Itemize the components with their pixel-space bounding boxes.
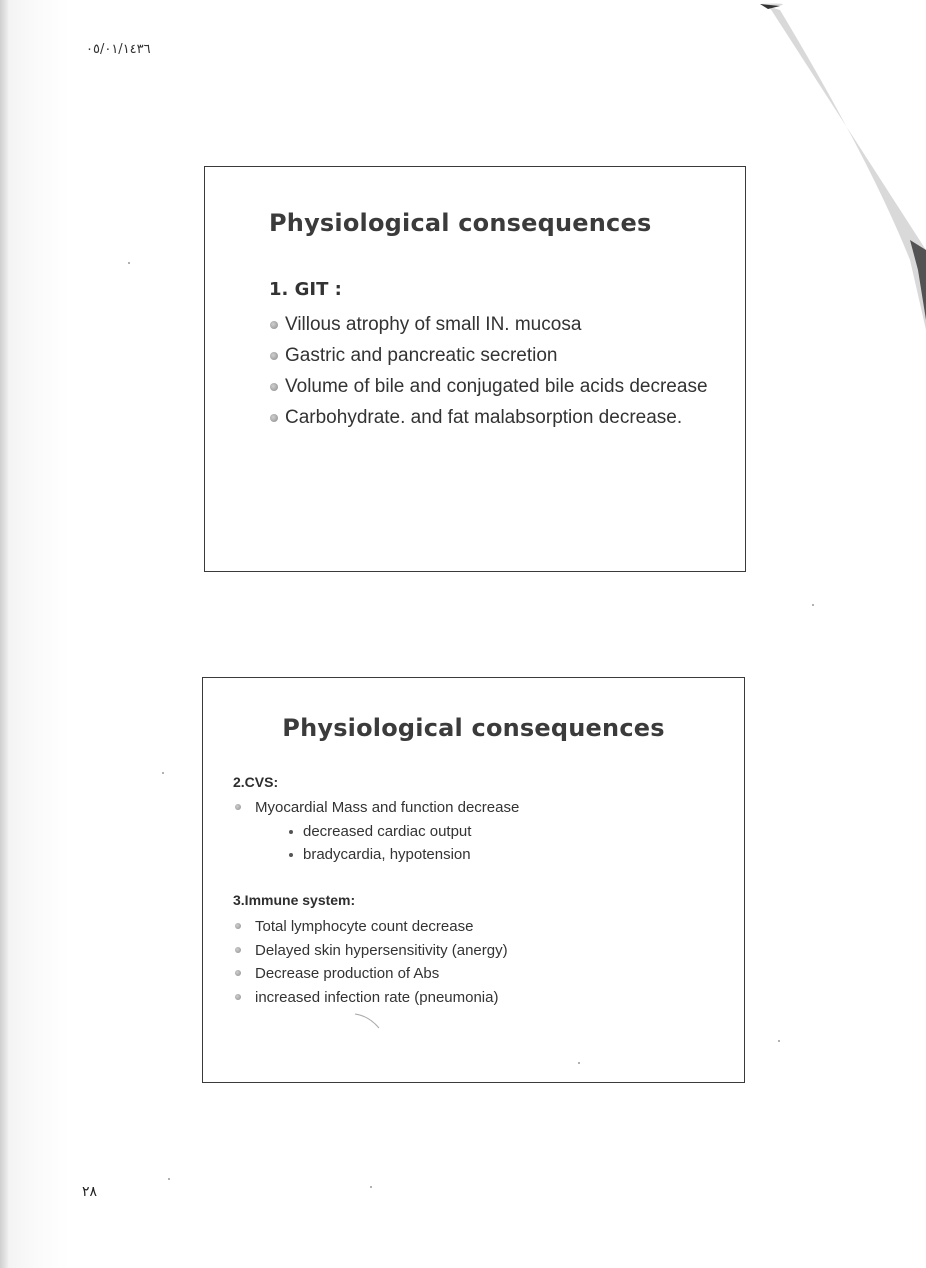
cvs-bullet-list bbox=[233, 796, 713, 867]
list-item: Decrease production of Abs bbox=[233, 962, 713, 986]
immune-bullet-list bbox=[233, 915, 713, 1009]
bullet-icon bbox=[270, 414, 278, 422]
bullet-icon bbox=[270, 321, 278, 329]
list-item: Gastric and pancreatic secretion bbox=[269, 343, 729, 369]
slide-cvs-immune bbox=[202, 677, 745, 1083]
folded-corner-shadow bbox=[760, 0, 926, 330]
bullet-icon bbox=[235, 994, 241, 1000]
slide-git bbox=[204, 166, 746, 572]
sub-bullet-icon bbox=[289, 830, 293, 834]
list-item: Total lymphocyte count decrease bbox=[233, 915, 713, 939]
page-number: ٢٨ bbox=[82, 1184, 98, 1200]
scan-speck bbox=[778, 1040, 780, 1042]
date-stamp: ٠٥/٠١/١٤٣٦ bbox=[86, 42, 151, 57]
bullet-icon bbox=[270, 352, 278, 360]
page-edge-shadow bbox=[0, 0, 8, 1268]
bullet-icon bbox=[235, 970, 241, 976]
bullet-icon bbox=[270, 383, 278, 391]
scan-speck bbox=[370, 1186, 372, 1188]
list-item: Delayed skin hypersensitivity (anergy) bbox=[233, 939, 713, 963]
bullet-icon bbox=[235, 947, 241, 953]
scan-speck bbox=[812, 604, 814, 606]
scan-speck bbox=[162, 772, 164, 774]
section-heading-immune: 3.Immune system: bbox=[233, 892, 356, 908]
bullet-icon bbox=[235, 923, 241, 929]
slide-title: Physiological consequences bbox=[269, 209, 652, 237]
list-item: increased infection rate (pneumonia) bbox=[233, 986, 713, 1010]
list-item: Carbohydrate. and fat malabsorption decrease. bbox=[269, 405, 729, 431]
list-item: Villous atrophy of small IN. mucosa bbox=[269, 312, 729, 338]
slide-title: Physiological consequences bbox=[282, 714, 665, 742]
sub-bullet-icon bbox=[289, 853, 293, 857]
section-heading-git: 1. GIT : bbox=[269, 279, 342, 300]
list-item: Volume of bile and conjugated bile acids decrease bbox=[269, 374, 729, 400]
list-item: Myocardial Mass and function decrease bbox=[233, 796, 713, 820]
scan-speck bbox=[128, 262, 130, 264]
scan-speck bbox=[578, 1062, 580, 1064]
sub-list-item: decreased cardiac output bbox=[233, 820, 713, 844]
bullet-icon bbox=[235, 804, 241, 810]
sub-list-item: bradycardia, hypotension bbox=[233, 843, 713, 867]
git-bullet-list bbox=[269, 312, 729, 436]
pen-mark bbox=[353, 1012, 383, 1032]
scan-speck bbox=[168, 1178, 170, 1180]
section-heading-cvs: 2.CVS: bbox=[233, 774, 279, 790]
